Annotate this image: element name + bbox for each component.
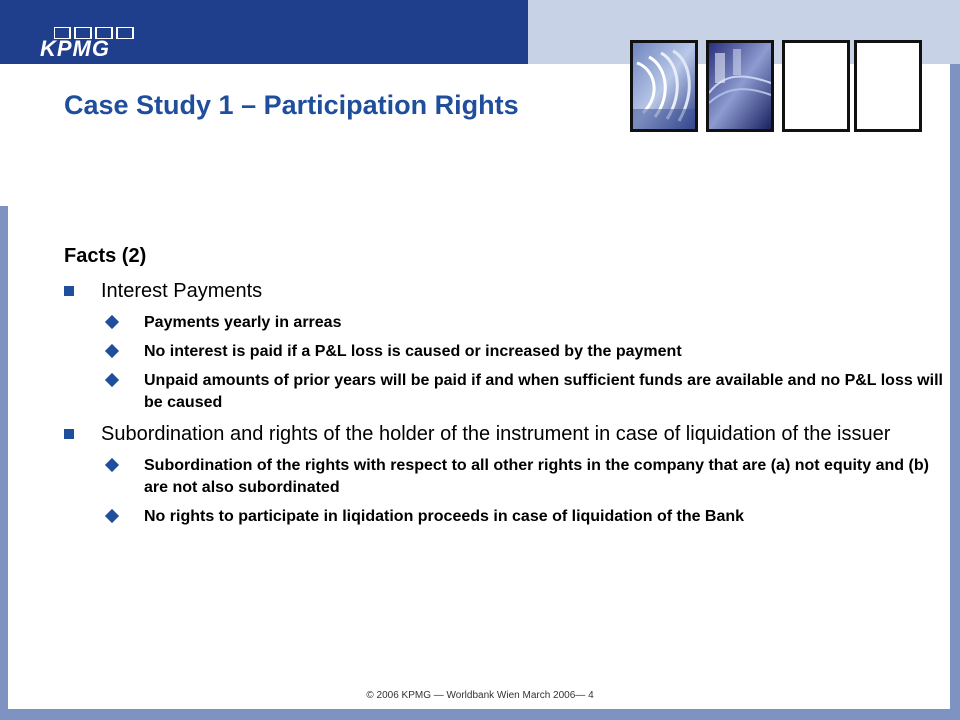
- sub-bullet-text: No interest is paid if a P&L loss is caused or increased by the payment: [144, 343, 682, 360]
- image-tile-4: [854, 40, 922, 132]
- image-tile-2: [706, 40, 774, 132]
- kpmg-logo: [38, 27, 136, 61]
- sub-bullet: [64, 312, 944, 334]
- sub-bullet-text: Unpaid amounts of prior years will be paid if and when sufficient funds are available and no P&L loss will be caused: [144, 372, 943, 411]
- bullet-text: Subordination and rights of the holder of the instrument in case of liquidation of the issuer: [101, 423, 891, 445]
- sub-bullet-text: Payments yearly in arreas: [144, 314, 342, 331]
- slide-content: [64, 242, 944, 535]
- bullet-subordination: [64, 421, 944, 447]
- logo-text: KPMG: [40, 36, 110, 61]
- left-frame-bar: [0, 206, 8, 720]
- sub-bullet: [64, 341, 944, 363]
- diamond-bullet-icon: [105, 315, 119, 329]
- bullet-text: Interest Payments: [101, 280, 263, 302]
- sub-bullet-text: Subordination of the rights with respect to all other rights in the company that are (a) not equity and (b) are not also subordinated: [144, 457, 929, 496]
- square-bullet-icon: [64, 286, 74, 296]
- image-tile-1: [630, 40, 698, 132]
- header-image-tiles: [630, 40, 922, 134]
- bullet-interest-payments: [64, 278, 944, 304]
- image-tile-3: [782, 40, 850, 132]
- diamond-bullet-icon: [105, 373, 119, 387]
- square-bullet-icon: [64, 429, 74, 439]
- coils-photo-icon: [633, 43, 695, 129]
- slide-title: Case Study 1 – Participation Rights: [64, 90, 519, 120]
- right-frame-bar: [950, 64, 960, 720]
- abstract-photo-icon: [709, 43, 771, 129]
- diamond-bullet-icon: [105, 509, 119, 523]
- bottom-frame-bar: [0, 709, 960, 720]
- section-heading: Facts (2): [64, 245, 147, 267]
- sub-bullet: [64, 370, 944, 414]
- sub-bullet: [64, 455, 944, 499]
- slide-footer: © 2006 KPMG — Worldbank Wien March 2006— 4: [366, 690, 594, 701]
- diamond-bullet-icon: [105, 458, 119, 472]
- diamond-bullet-icon: [105, 344, 119, 358]
- sub-bullet: [64, 506, 944, 528]
- sub-bullet-text: No rights to participate in liqidation proceeds in case of liquidation of the Bank: [144, 508, 745, 525]
